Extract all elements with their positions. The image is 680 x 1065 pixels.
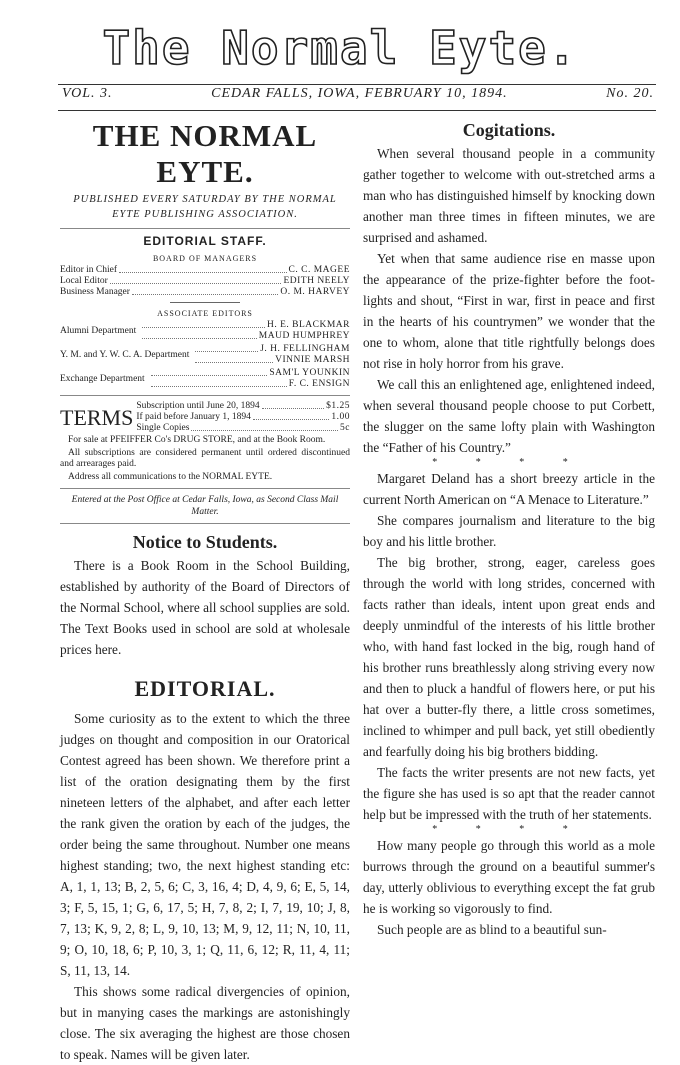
divider — [60, 228, 350, 229]
name-row — [149, 379, 350, 390]
terms-row — [136, 412, 350, 423]
role: Local Editor — [60, 276, 108, 286]
term-item: Single Copies — [136, 423, 190, 433]
rule-bottom — [58, 110, 656, 111]
name: EDITH NEELY — [283, 276, 350, 286]
department: Y. M. and Y. W. C. A. Department — [60, 349, 190, 360]
department: Exchange Department — [60, 373, 145, 384]
names — [140, 320, 350, 342]
article-paragraph: When several thousand people in a community gather together to welcome with out-stretched arms a man who has distinguished himself by knocking down another man three times in fifteen minutes, we are surprised and ashamed. — [363, 146, 655, 245]
editorial-heading: EDITORIAL. — [134, 676, 276, 701]
dot-leader — [132, 287, 278, 295]
name: SAM'L YOUNKIN — [269, 368, 350, 378]
sale-note: All subscriptions are considered permanent until ordered discontinued and arrearages paid. — [60, 447, 350, 469]
cogitations-heading: Cogitations. — [462, 120, 556, 140]
divider — [60, 395, 350, 396]
dot-leader — [262, 401, 325, 409]
names — [149, 368, 350, 390]
name-row — [149, 368, 350, 379]
board-heading: BOARD OF MANAGERS — [152, 254, 258, 263]
terms — [60, 401, 350, 434]
article-paragraph: Such people are as blind to a beautiful sun- — [377, 922, 607, 937]
name: VINNIE MARSH — [275, 355, 350, 365]
associate-row — [60, 368, 350, 390]
term-price: 5c — [340, 423, 350, 433]
dot-leader — [142, 320, 265, 328]
name: J. H. FELLINGHAM — [260, 344, 350, 354]
editorial-paragraph: This shows some radical divergencies of opinion, but in manying cases the markings are astonishingly close. The six averaging the highest are those chosen to speak. Names will be given later. — [60, 984, 350, 1062]
article-paragraph: Yet when that same audience rise en masse upon the appearance of the prize-fighter before the foot-lights and shout, “First in war, first in peace and first in the hearts of his countrymen” we wonder that the one to whom, alone that title rightfully belongs does not rise in holy horror from his grave. — [363, 251, 655, 371]
dateline — [62, 86, 654, 102]
article-paragraph: The big brother, strong, eager, careless goes through the world with long strides, concerned with facts rather than ideals, intent upon great ends and deeply unmindful of the interests of his little brother who, with hand fast locked in the big, rough hand of his brother runs breathlessly along striving every now and then to pluck a handful of flowers here, or put his hat over a butter-fly there, a little cross sometimes, inclined to whimper and pull back, yet still obediently and fearfully doing his big brothers bidding. — [363, 555, 655, 759]
associate-row — [60, 344, 350, 366]
dot-leader — [151, 368, 268, 376]
article-paragraph: The facts the writer presents are not new facts, yet the figure she has used is so apt that the reader cannot help but be impressed with the truth of her statements. — [363, 765, 655, 822]
dot-leader — [151, 379, 287, 387]
role: Editor in Chief — [60, 265, 117, 275]
right-column — [363, 118, 655, 940]
dot-leader — [191, 423, 338, 431]
name: H. E. BLACKMAR — [266, 320, 350, 330]
paper-title: THE NORMAL EYTE. — [92, 118, 318, 189]
department: Alumni Department — [60, 325, 137, 336]
terms-row — [136, 401, 350, 412]
sale-note: Address all communications to the NORMAL EYTE. — [68, 471, 273, 482]
name-row — [193, 344, 350, 355]
terms-row — [136, 423, 350, 434]
associate-heading: ASSOCIATE EDITORS — [157, 309, 253, 318]
article-paragraph: We call this an enlightened age, enlightened indeed, when several thousand people choose to put Corbett, the slugger on the same lofty plain with Washington the “Father of his Country.” — [363, 377, 655, 455]
divider — [170, 302, 240, 303]
name-row — [140, 320, 350, 331]
place-date: CEDAR FALLS, IOWA, FEBRUARY 10, 1894. — [211, 86, 508, 101]
article-paragraph: She compares journalism and literature to the big boy and his little brother. — [363, 513, 655, 549]
role: Business Manager — [60, 287, 130, 297]
term-price: $1.25 — [326, 401, 350, 411]
notice-text: There is a Book Room in the School Building, established by authority of the Board of Directors of the Normal School, where all school supplies are sold. The Text Books used in school are sold at wholesale prices here. — [60, 558, 350, 657]
section-stars: * * * * — [432, 824, 586, 835]
divider — [60, 488, 350, 489]
dot-leader — [195, 344, 258, 352]
divider — [60, 523, 350, 524]
article-paragraph: How many people go through this world as a mole burrows through the ground on a beautiful summer's day, utterly oblivious to everything except the fat grub he is working so vigorously to find. — [363, 838, 655, 916]
term-item: If paid before January 1, 1894 — [136, 412, 251, 422]
dot-leader — [142, 331, 257, 339]
dot-leader — [110, 276, 282, 284]
name: C. C. MAGEE — [288, 265, 350, 275]
term-item: Subscription until June 20, 1894 — [136, 401, 260, 411]
board-row — [60, 265, 350, 276]
dot-leader — [253, 412, 330, 420]
article-paragraph: Margaret Deland has a short breezy article in the current North American on “A Menace to Literature.” — [363, 471, 655, 507]
sale-note: For sale at PFEIFFER Co's DRUG STORE, and at the Book Room. — [68, 435, 326, 445]
dot-leader — [119, 265, 287, 273]
masthead: The Normal Eyte. — [102, 21, 578, 75]
left-column — [60, 118, 350, 1065]
name: F. C. ENSIGN — [288, 379, 350, 389]
board-row — [60, 287, 350, 298]
name: O. M. HARVEY — [280, 287, 350, 297]
entered-notice: Entered at the Post Office at Cedar Falls, Iowa, as Second Class Mail Matter. — [71, 495, 339, 517]
names — [193, 344, 350, 366]
issue-number: No. 20. — [606, 86, 654, 101]
volume: VOL. 3. — [62, 86, 113, 101]
dot-leader — [195, 355, 273, 363]
editorial-paragraph: Some curiosity as to the extent to which the three judges on thought and composition in our Oratorical Contest agreed has been shown. We therefore print a list of the oration designating them by the first nineteen letters of the alphabet, and after each letter the rank given the oration by each of the judges, the order being the same throughout. Number one means highest standing; two, the next highest standing etc: A, 1, 1, 13; B, 2, 5, 6; C, 3, 16, 4; D, 4, 9, 6; E, 5, 14, 3; F, 5, 15, 1; G, 6, 17, 5; H, 7, 8, 2; I, 7, 19, 10; J, 8, 7, 13; K, 9, 2, 8; L, 9, 10, 13; M, 9, 12, 11; N, 10, 11, 9; O, 10, 18, 6; P, 10, 3, 1; Q, 11, 6, 12; R, 11, 4, 11; S, 11, 13, 14. — [60, 711, 350, 978]
notice-heading: Notice to Students. — [132, 532, 278, 552]
terms-label: TERMS — [60, 405, 134, 430]
staff-heading: EDITORIAL STAFF. — [143, 234, 267, 248]
associate-row — [60, 320, 350, 342]
term-price: 1.00 — [331, 412, 350, 422]
name-row — [140, 331, 350, 342]
board-row — [60, 276, 350, 287]
publisher-line: PUBLISHED EVERY SATURDAY BY THE NORMAL EYTE PUBLISHING ASSOCIATION. — [73, 194, 337, 220]
name-row — [193, 355, 350, 366]
section-stars: * * * * — [432, 457, 586, 468]
rule-top — [58, 84, 656, 85]
name: MAUD HUMPHREY — [258, 331, 350, 341]
